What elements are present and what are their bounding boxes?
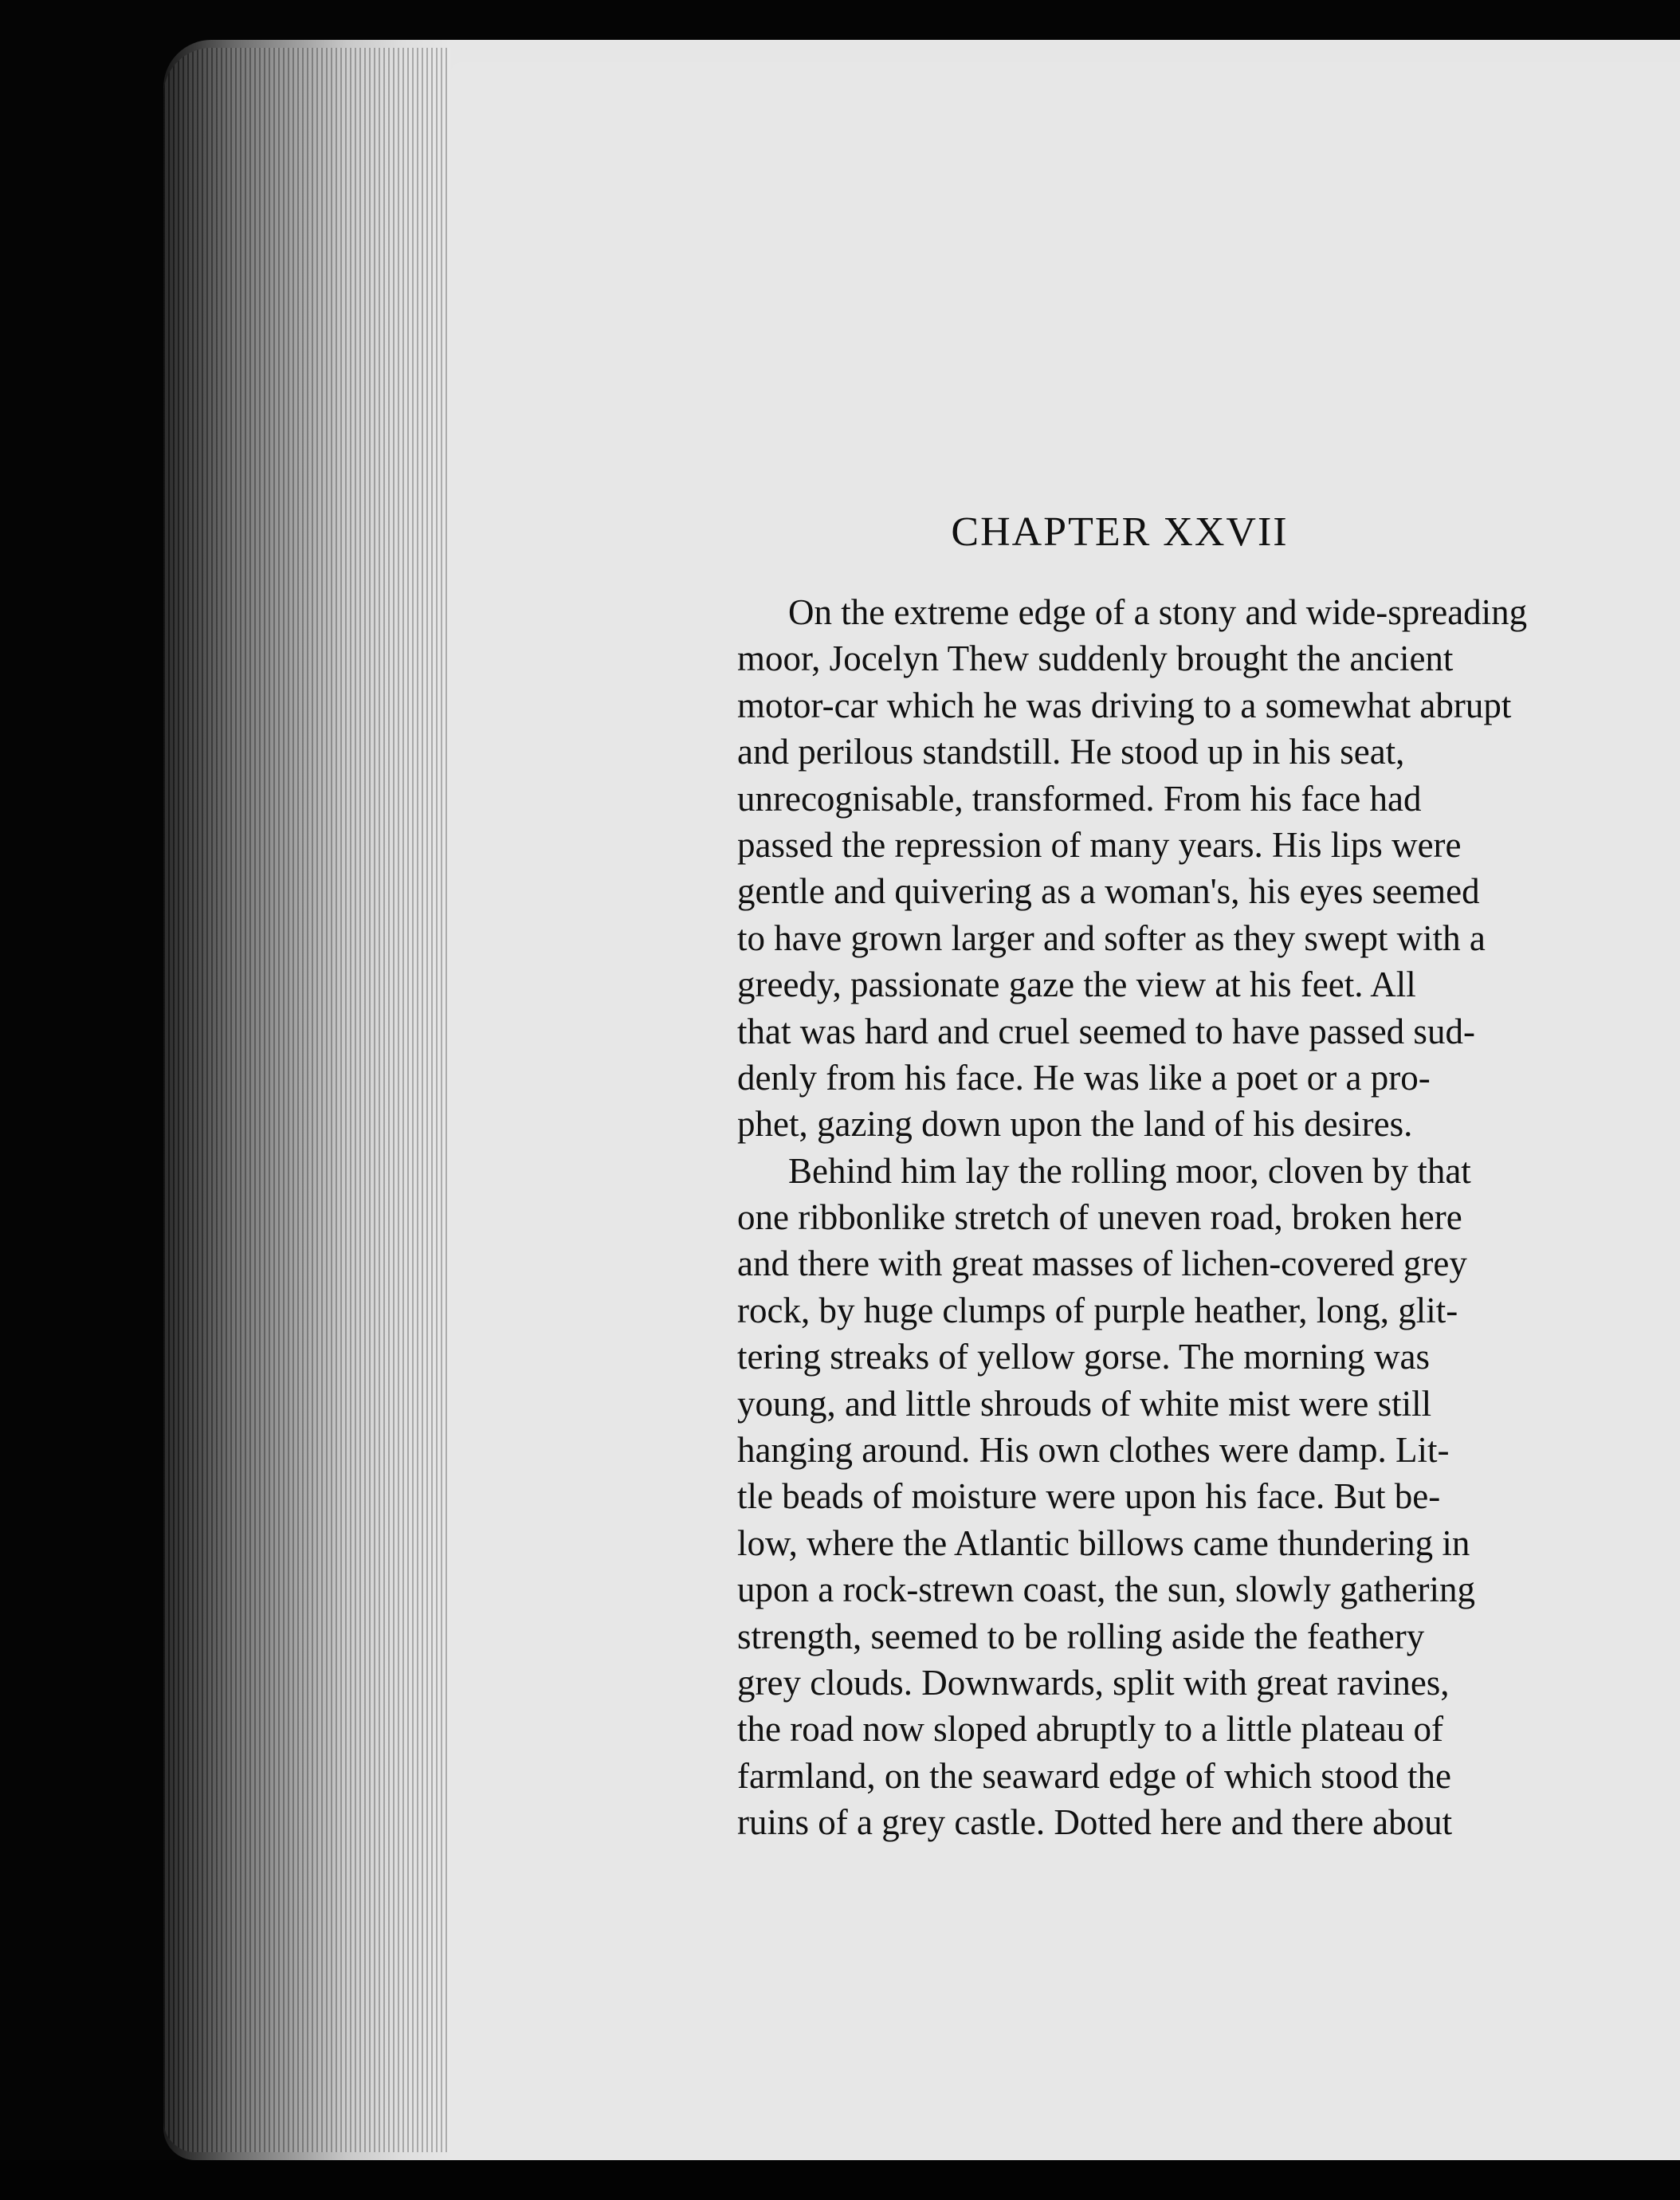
paragraph-2 [737,1148,1680,1846]
text-line: and perilous standstill. He stood up in his seat, [737,732,1405,772]
scan-bottom-border [0,2160,1680,2200]
text-line: the road now sloped abruptly to a little plateau of [737,1709,1444,1750]
text-line: On the extreme edge of a stony and wide-spreading [788,592,1528,632]
text-column [737,509,1680,1846]
text-line: hanging around. His own clothes were damp. Lit- [737,1430,1450,1471]
text-line: grey clouds. Downwards, split with great ravines, [737,1662,1450,1703]
text-line: unrecognisable, transformed. From his face had [737,778,1422,819]
chapter-heading: CHAPTER XXVII [951,509,1289,555]
text-line: farmland, on the seaward edge of which stood the [737,1755,1451,1796]
text-line: passed the repression of many years. His lips were [737,824,1462,865]
text-line: tering streaks of yellow gorse. The morning was [737,1337,1430,1377]
text-line: strength, seemed to be rolling aside the feathery [737,1616,1425,1656]
text-line: and there with great masses of lichen-covered grey [737,1243,1467,1284]
text-line: rock, by huge clumps of purple heather, long, glit- [737,1290,1458,1330]
text-line: motor-car which he was driving to a somewhat abrupt [737,685,1512,725]
text-line: young, and little shrouds of white mist were still [737,1383,1432,1424]
text-line: one ribbonlike stretch of uneven road, broken here [737,1197,1462,1238]
text-line: to have grown larger and softer as they swept with a [737,917,1486,958]
text-line: gentle and quivering as a woman's, his eyes seemed [737,871,1480,912]
text-line: tle beads of moisture were upon his face. But be- [737,1476,1441,1517]
page-edge-stripes [163,48,450,2152]
text-line: Behind him lay the rolling moor, cloven by that [788,1150,1471,1191]
text-line: ruins of a grey castle. Dotted here and there about [737,1802,1453,1843]
text-line: greedy, passionate gaze the view at his feet. All [737,964,1416,1005]
text-line: moor, Jocelyn Thew suddenly brought the ancient [737,638,1454,679]
text-line: upon a rock-strewn coast, the sun, slowly gathering [737,1569,1476,1610]
text-line: phet, gazing down upon the land of his desires. [737,1104,1413,1145]
paragraph-1 [737,589,1680,1148]
text-line: denly from his face. He was like a poet or a pro- [737,1057,1431,1098]
text-line: low, where the Atlantic billows came thundering in [737,1522,1470,1563]
text-line: that was hard and cruel seemed to have passed sud- [737,1011,1475,1051]
page-surface [450,62,1680,2160]
